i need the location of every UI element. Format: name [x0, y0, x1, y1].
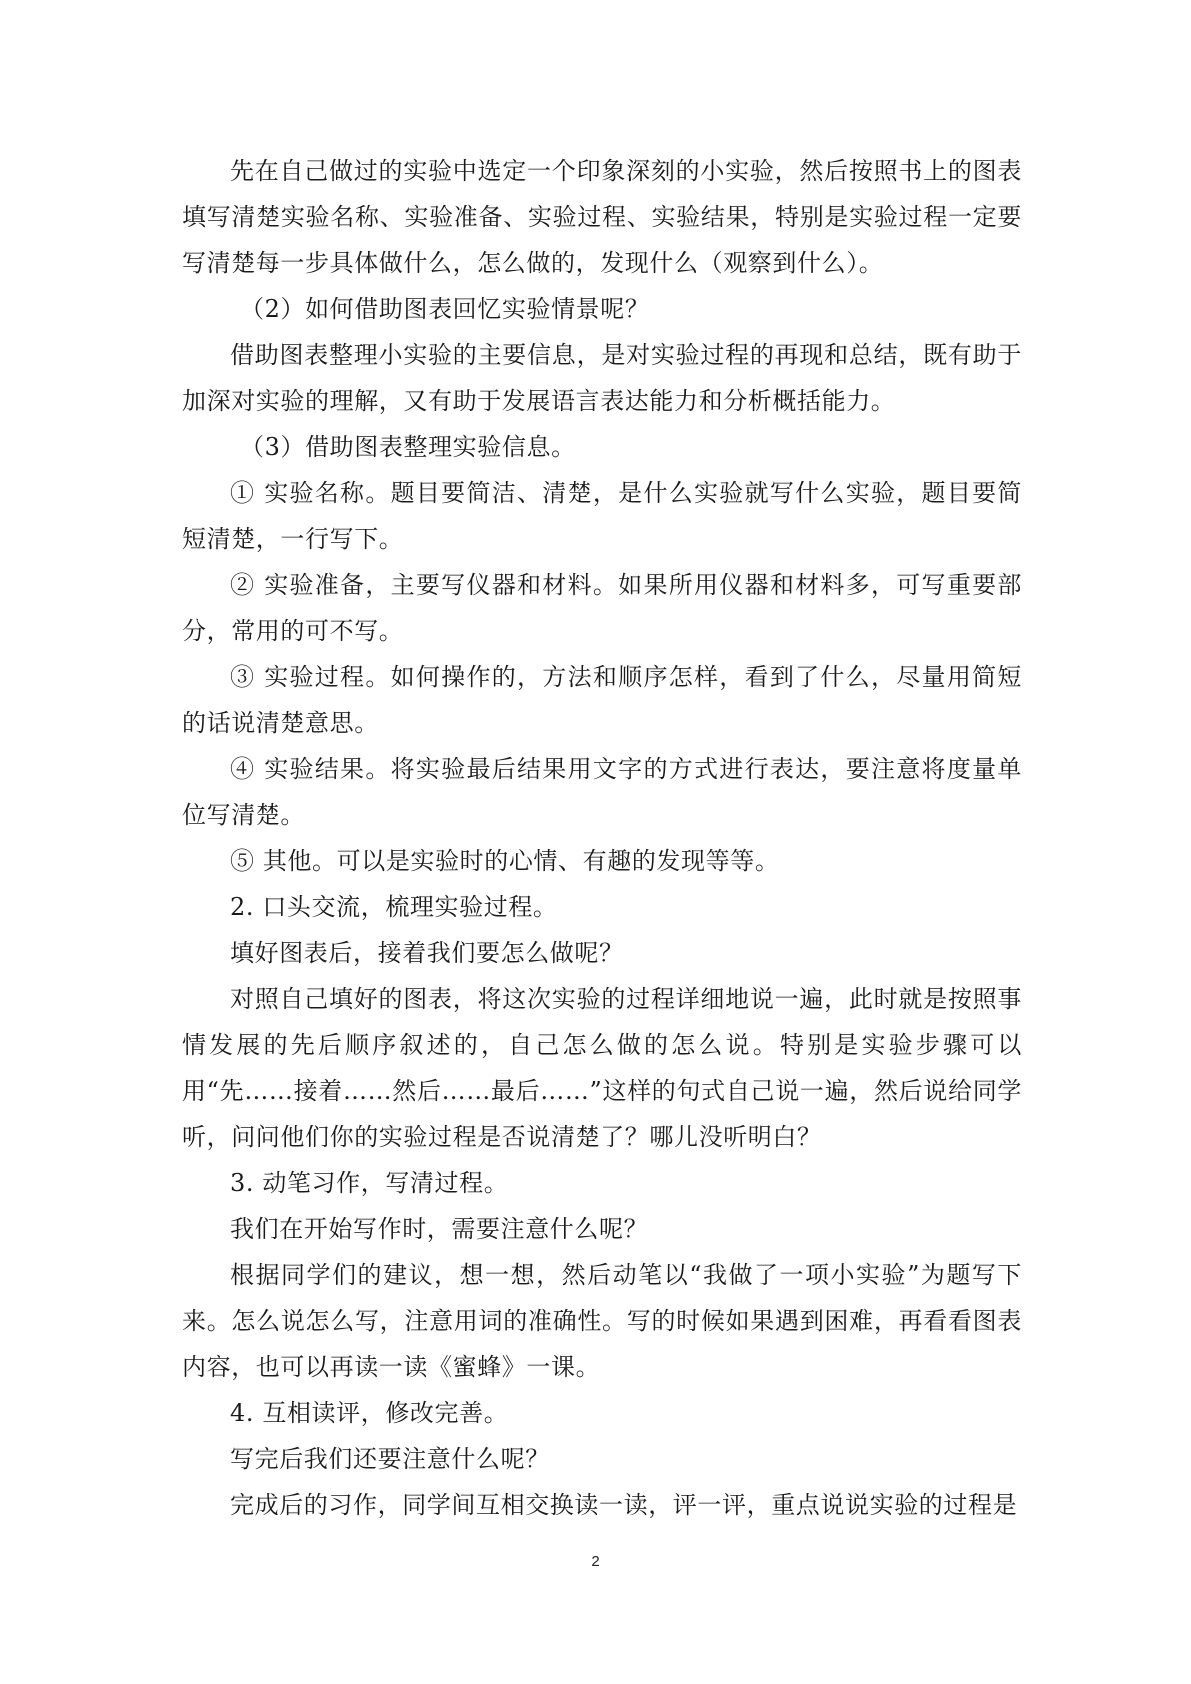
- item-experiment-process: ③ 实验过程。如何操作的，方法和顺序怎样，看到了什么，尽量用简短的话说清楚意思。: [182, 663, 1022, 737]
- step-4-heading: 4. 互相读评，修改完善。: [230, 1399, 509, 1427]
- paragraph-oral-retell: 对照自己填好的图表，将这次实验的过程详细地说一遍，此时就是按照事情发展的先后顺序叙述的，自己怎么做的怎么说。特别是实验步骤可以用“先……接着……然后……最后……”这样的句式自己说一遍，然后说给同学听，问问他们你的实验过程是否说清楚了？哪儿没听明白？: [182, 985, 1022, 1151]
- paragraph-question: 写完后我们还要注意什么呢？: [230, 1445, 550, 1473]
- paragraph-intro: 先在自己做过的实验中选定一个印象深刻的小实验，然后按照书上的图表填写清楚实验名称、实验准备、实验过程、实验结果，特别是实验过程一定要写清楚每一步具体做什么，怎么做的，发现什么（观察到什么）。: [182, 157, 1022, 277]
- paragraph-peer-review: 完成后的习作，同学间互相交换读一读，评一评，重点说说实验的过程是: [230, 1491, 1018, 1519]
- document-body: [182, 148, 1022, 1528]
- paragraph-question: 填好图表后，接着我们要怎么做呢？: [230, 939, 624, 967]
- item-experiment-name: ① 实验名称。题目要简洁、清楚，是什么实验就写什么实验，题目要简短清楚，一行写下。: [182, 479, 1022, 553]
- paragraph-writing-advice: 根据同学们的建议，想一想，然后动笔以“我做了一项小实验”为题写下来。怎么说怎么写，注意用词的准确性。写的时候如果遇到困难，再看看图表内容，也可以再读一读《蜜蜂》一课。: [182, 1261, 1022, 1381]
- item-experiment-result: ④ 实验结果。将实验最后结果用文字的方式进行表达，要注意将度量单位写清楚。: [182, 755, 1022, 829]
- item-other: ⑤ 其他。可以是实验时的心情、有趣的发现等等。: [230, 847, 780, 875]
- item-experiment-preparation: ② 实验准备，主要写仪器和材料。如果所用仪器和材料多，可写重要部分，常用的可不写。: [182, 571, 1022, 645]
- step-3-heading: 3. 动笔习作，写清过程。: [230, 1169, 509, 1197]
- paragraph-question: 我们在开始写作时，需要注意什么呢？: [230, 1215, 649, 1243]
- question-2-heading: （2）如何借助图表回忆实验情景呢？: [240, 295, 650, 323]
- page-number: 2: [591, 1553, 600, 1570]
- paragraph-chart-recall: 借助图表整理小实验的主要信息，是对实验过程的再现和总结，既有助于加深对实验的理解，又有助于发展语言表达能力和分析概括能力。: [182, 341, 1022, 415]
- question-3-heading: （3）借助图表整理实验信息。: [240, 433, 576, 461]
- step-2-heading: 2. 口头交流，梳理实验过程。: [230, 893, 558, 921]
